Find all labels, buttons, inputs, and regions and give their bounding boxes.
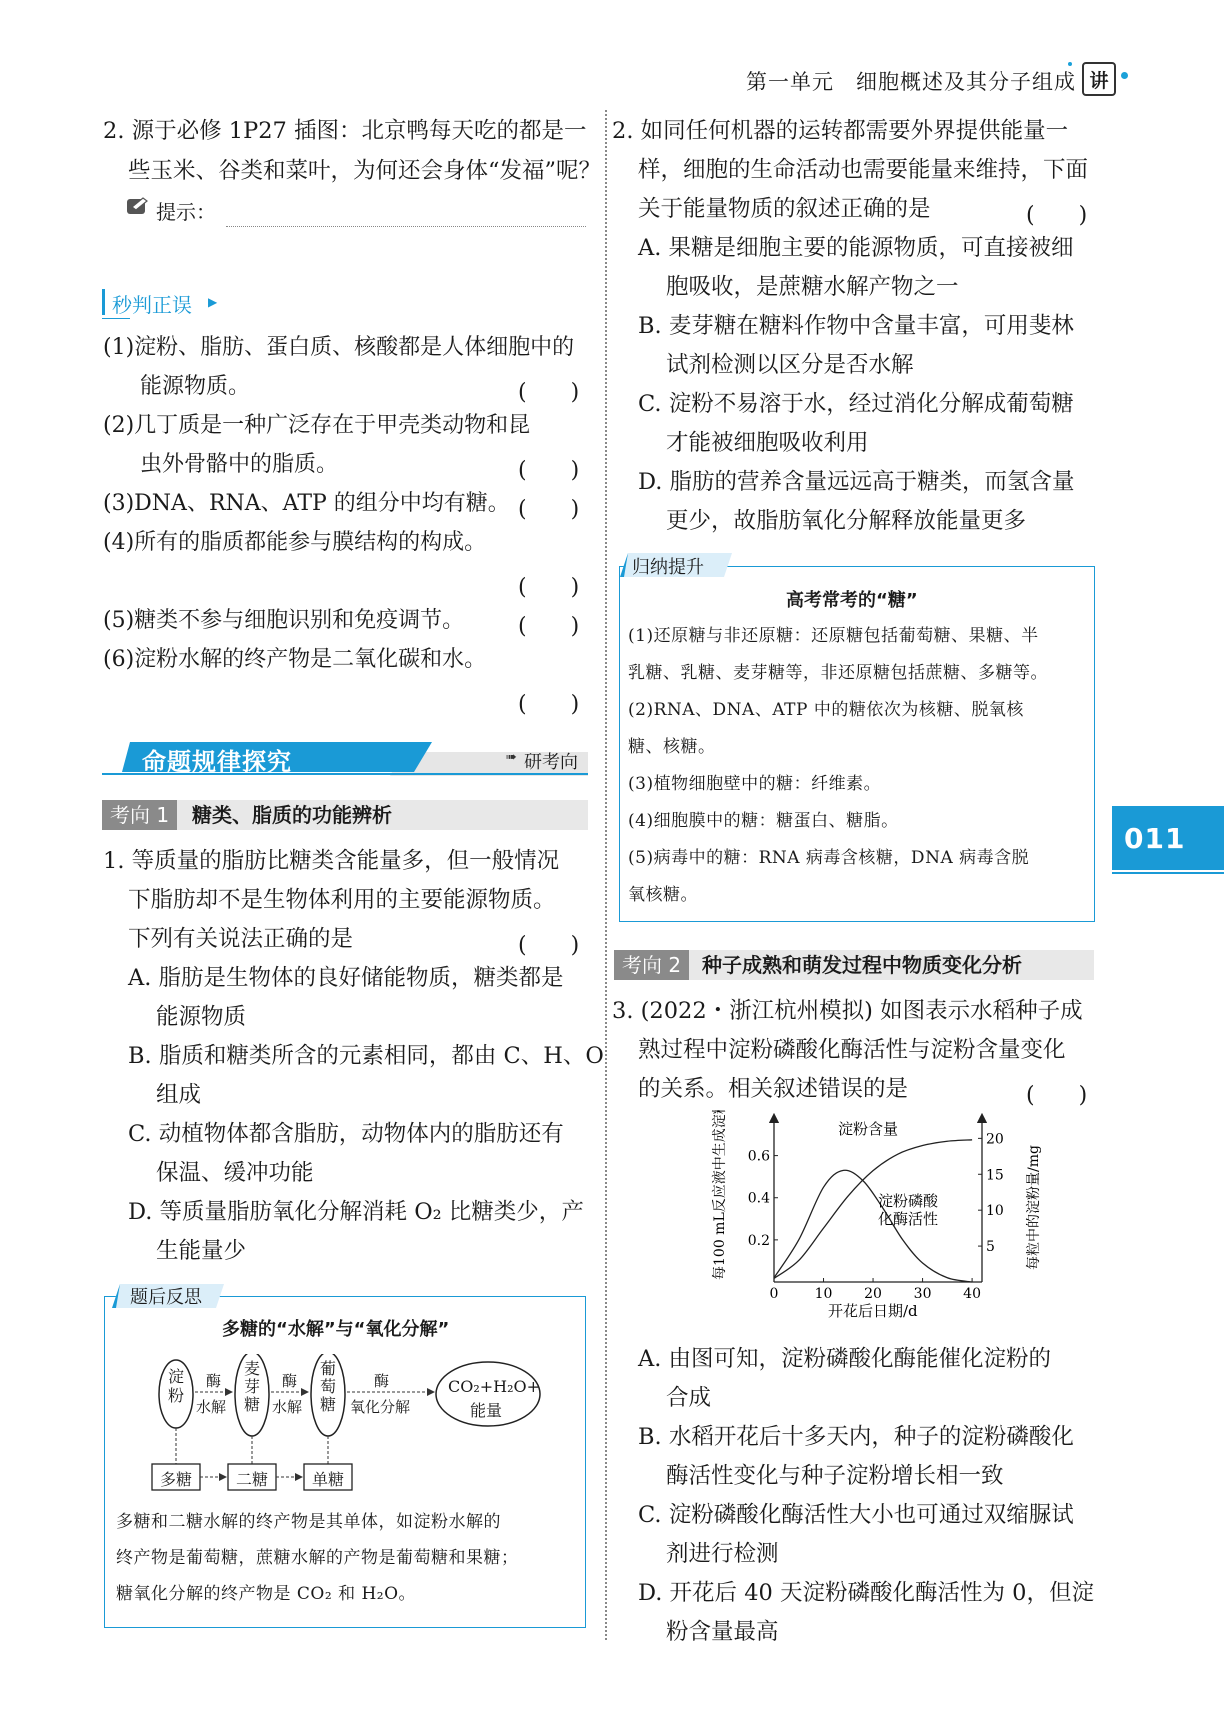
section-underline (102, 318, 130, 319)
q3-stem-line: 3. (2022・浙江杭州模拟) 如图表示水稻种子成 (612, 998, 1083, 1024)
summary-line: (2)RNA、DNA、ATP 中的糖依次为核糖、脱氧核 (628, 700, 1024, 720)
reflection-text: 糖氧化分解的终产物是 CO₂ 和 H₂O。 (116, 1584, 417, 1604)
miaopan-item: (5)糖类不参与细胞识别和免疫调节。 (103, 608, 465, 633)
right-q2-line: 2. 如同任何机器的运转都需要外界提供能量一 (612, 118, 1069, 144)
miaopan-item: 能源物质。 (140, 374, 251, 399)
answer-paren: ( ) (1026, 1083, 1088, 1108)
box-disaccharide: 二糖 (236, 1470, 269, 1489)
q1-option: 保温、缓冲功能 (156, 1160, 314, 1186)
q3-option: 粉含量最高 (666, 1619, 779, 1645)
right-q2-line: 样，细胞的生命活动也需要能量来维持，下面 (638, 157, 1089, 183)
right-q2-option: C. 淀粉不易溶于水，经过消化分解成葡萄糖 (638, 391, 1074, 417)
kaoxiang2-label: 考向 2 (614, 950, 689, 980)
node-energy: 能量 (470, 1401, 503, 1420)
enzyme-starch-chart (700, 1110, 1060, 1325)
arrow-label: 酶 (206, 1372, 222, 1390)
miaopan-item: (6)淀粉水解的终产物是二氧化碳和水。 (103, 647, 487, 672)
right-q2-option: 才能被细胞吸收利用 (666, 430, 869, 456)
arrow-icon: ➠ (506, 750, 517, 765)
right-q2-option: 试剂检测以区分是否水解 (666, 352, 914, 378)
answer-paren: ( ) (518, 933, 580, 958)
answer-paren: ( ) (518, 380, 580, 405)
miaopan-item: (4)所有的脂质都能参与膜结构的构成。 (103, 530, 487, 555)
answer-paren: ( ) (518, 497, 580, 522)
kaoxiang2-title: 种子成熟和萌发过程中物质变化分析 (702, 953, 1022, 977)
right-q2-line: 关于能量物质的叙述正确的是 (638, 196, 931, 222)
label-enzyme-b: 化酶活性 (878, 1210, 939, 1228)
x-axis-title: 开花后日期/d (828, 1302, 918, 1320)
left-q2-line1: 2. 源于必修 1P27 插图：北京鸭每天吃的都是一 (103, 118, 587, 144)
box-monosaccharide: 单糖 (312, 1470, 345, 1489)
decor-dot (1121, 72, 1128, 79)
q1-option: 组成 (156, 1082, 202, 1108)
arrow-label: 酶 (374, 1372, 390, 1390)
node-maltose: 麦芽糖 (244, 1359, 261, 1414)
reflection-text: 多糖和二糖水解的终产物是其单体，如淀粉水解的 (116, 1512, 501, 1532)
y-left-tick-label: 0.4 (747, 1190, 770, 1207)
q3-option: A. 由图可知，淀粉磷酸化酶能催化淀粉的 (638, 1346, 1052, 1372)
summary-line: 糖、核糖。 (628, 737, 716, 757)
series-enzyme-activity (774, 1170, 972, 1282)
label-starch-content: 淀粉含量 (838, 1120, 899, 1138)
right-q2-option: 胞吸收，是蔗糖水解产物之一 (666, 274, 959, 300)
hint-icon (126, 196, 150, 218)
arrow-label: 酶 (282, 1372, 298, 1390)
arrow-label: 水解 (196, 1398, 227, 1416)
q1-option: A. 脂肪是生物体的良好储能物质，糖类都是 (128, 965, 564, 991)
y-left-tick-label: 0.2 (747, 1232, 770, 1249)
summary-line: (3)植物细胞壁中的糖：纤维素。 (628, 774, 882, 794)
q1-option: C. 动植物体都含脂肪，动物体内的脂肪还有 (128, 1121, 564, 1147)
answer-paren: ( ) (518, 575, 580, 600)
y-right-tick-label: 15 (986, 1167, 1004, 1184)
page-number: 011 (1112, 806, 1224, 870)
y-right-tick-label: 20 (986, 1131, 1004, 1148)
banner-title: 命题规律探究 (142, 748, 292, 776)
q3-stem-line: 熟过程中淀粉磷酸化酶活性与淀粉含量变化 (638, 1037, 1066, 1063)
miaopan-item: (1)淀粉、脂肪、蛋白质、核酸都是人体细胞中的 (103, 335, 575, 360)
answer-paren: ( ) (1026, 203, 1088, 228)
summary-title: 高考常考的“糖” (786, 590, 918, 611)
q1-stem-line: 下脂肪却不是生物体利用的主要能源物质。 (128, 887, 556, 913)
y-right-axis-title: 每粒中的淀粉量/mg (1026, 1145, 1042, 1270)
right-q2-option: D. 脂肪的营养含量远远高于糖类，而氢含量 (638, 469, 1075, 495)
reflection-tab: 题后反思 (130, 1287, 202, 1308)
header-title: 第一单元 细胞概述及其分子组成 (746, 70, 1076, 94)
summary-line: 氧核糖。 (628, 885, 698, 905)
reflection-text: 终产物是葡萄糖，蔗糖水解的产物是葡萄糖和果糖； (116, 1548, 519, 1568)
series-starch-content (774, 1140, 972, 1279)
q3-option: B. 水稻开花后十多天内，种子的淀粉磷酸化 (638, 1424, 1074, 1450)
summary-line: (4)细胞膜中的糖：糖蛋白、糖脂。 (628, 811, 899, 831)
answer-paren: ( ) (518, 458, 580, 483)
answer-line (226, 226, 586, 227)
x-tick-label: 30 (913, 1286, 932, 1302)
y-left-tick-label: 0.6 (747, 1148, 770, 1165)
right-q2-option: A. 果糖是细胞主要的能源物质，可直接被细 (638, 235, 1074, 261)
q3-option: 合成 (666, 1385, 712, 1411)
arrow-label: 水解 (272, 1398, 303, 1416)
left-q2-line2: 些玉米、谷类和菜叶，为何还会身体“发福”呢？ (128, 158, 602, 184)
reflection-title: 多糖的“水解”与“氧化分解” (222, 1319, 450, 1340)
y-left-axis-title: 每100 mL反应液中生成淀粉量/mg (712, 1110, 728, 1280)
arrow-label: 氧化分解 (350, 1398, 411, 1416)
q3-option: D. 开花后 40 天淀粉磷酸化酶活性为 0，但淀 (638, 1580, 1094, 1606)
summary-line: (5)病毒中的糖：RNA 病毒含核糖，DNA 病毒含脱 (628, 848, 1030, 868)
banner-right-label: 研考向 (524, 752, 578, 773)
triangle-icon: ▶ (208, 295, 218, 309)
q3-option: C. 淀粉磷酸化酶活性大小也可通过双缩脲试 (638, 1502, 1074, 1528)
column-divider (605, 110, 607, 1640)
right-q2-option: 更少，故脂肪氧化分解释放能量更多 (666, 508, 1027, 534)
q1-stem-line: 1. 等质量的脂肪比糖类含能量多，但一般情况 (103, 848, 560, 874)
hint-label: 提示： (156, 200, 216, 224)
kaoxiang1-label: 考向 1 (102, 800, 177, 830)
miaopan-item: (3)DNA、RNA、ATP 的组分中均有糖。 (103, 491, 510, 516)
q3-option: 剂进行检测 (666, 1541, 779, 1567)
answer-paren: ( ) (518, 692, 580, 717)
y-right-tick-label: 5 (986, 1239, 995, 1256)
box-polysaccharide: 多糖 (160, 1470, 193, 1489)
q1-option: 能源物质 (156, 1004, 247, 1030)
q3-stem-line: 的关系。相关叙述错误的是 (638, 1076, 909, 1102)
x-tick-label: 20 (864, 1286, 882, 1302)
x-tick-label: 10 (814, 1286, 833, 1302)
q1-option: 生能量少 (156, 1238, 247, 1264)
page-number-underline (1112, 872, 1224, 874)
answer-paren: ( ) (518, 614, 580, 639)
node-products: CO₂+H₂O+ (448, 1377, 541, 1396)
q1-stem-line: 下列有关说法正确的是 (128, 926, 354, 952)
summary-tab: 归纳提升 (632, 557, 704, 578)
node-glucose: 葡萄糖 (320, 1359, 337, 1414)
miaopan-item: 虫外骨骼中的脂质。 (140, 452, 339, 477)
q1-option: D. 等质量脂肪氧化分解消耗 O₂ 比糖类少，产 (128, 1199, 584, 1225)
y-right-tick-label: 10 (986, 1203, 1004, 1220)
node-starch: 淀粉 (168, 1367, 185, 1405)
summary-line: 乳糖、乳糖、麦芽糖等，非还原糖包括蔗糖、多糖等。 (628, 663, 1048, 683)
miaopan-item: (2)几丁质是一种广泛存在于甲壳类动物和昆 (103, 413, 531, 438)
x-tick-label: 40 (963, 1286, 982, 1302)
q3-option: 酶活性变化与种子淀粉增长相一致 (666, 1463, 1004, 1489)
section-marker (102, 289, 105, 315)
label-enzyme-a: 淀粉磷酸 (878, 1192, 939, 1210)
kaoxiang1-title: 糖类、脂质的功能辨析 (192, 803, 392, 827)
q1-option: B. 脂质和糖类所含的元素相同，都由 C、H、O (128, 1043, 604, 1069)
miaopan-title: 秒判正误 (112, 293, 192, 317)
jiang-badge: 讲 (1082, 62, 1116, 96)
x-tick-label: 0 (769, 1286, 779, 1302)
right-q2-option: B. 麦芽糖在糖料作物中含量丰富，可用斐林 (638, 313, 1074, 339)
summary-line: (1)还原糖与非还原糖：还原糖包括葡萄糖、果糖、半 (628, 626, 1039, 646)
